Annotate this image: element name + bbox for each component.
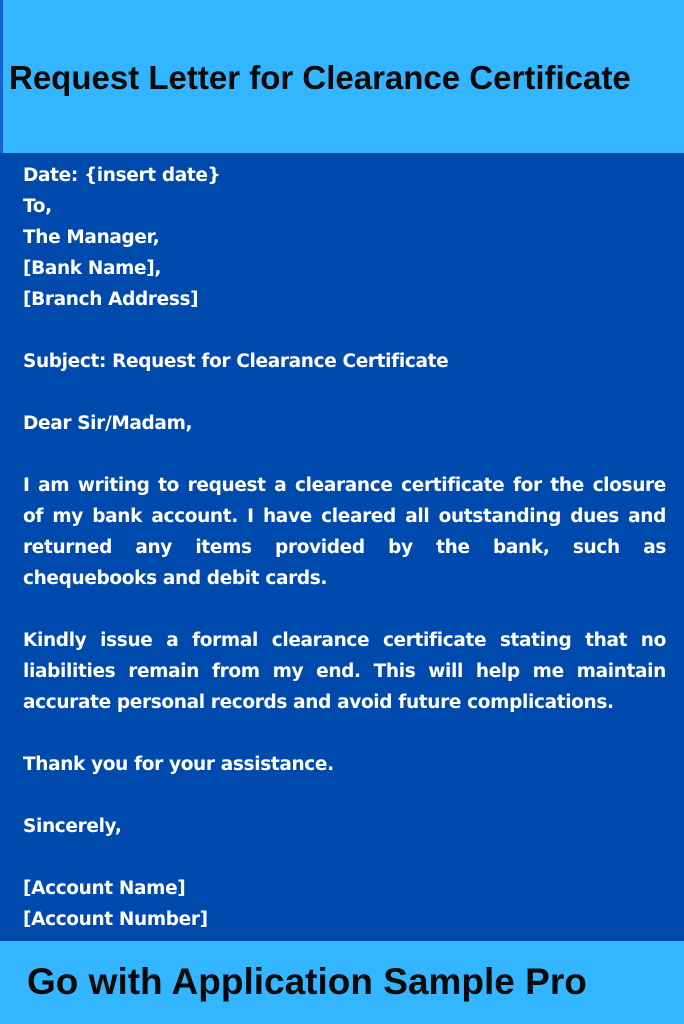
body-paragraph-2: Kindly issue a formal clearance certificate stating that no liabilities remain from my end. This will help me maintain accurate personal records and avoid future complications. bbox=[23, 630, 666, 713]
recipient-title: The Manager, bbox=[23, 227, 160, 248]
spacer bbox=[23, 780, 666, 811]
spacer bbox=[23, 377, 666, 408]
closing-line: Sincerely, bbox=[23, 816, 122, 837]
header-banner bbox=[0, 0, 684, 153]
footer-banner bbox=[0, 941, 684, 1024]
letter-body bbox=[23, 160, 666, 935]
bank-name: [Bank Name], bbox=[23, 258, 162, 279]
footer-brand-text: Go with Application Sample Pro bbox=[27, 961, 587, 1002]
spacer bbox=[23, 594, 666, 625]
page-title: Request Letter for Clearance Certificate bbox=[9, 59, 631, 96]
salutation: Dear Sir/Madam, bbox=[23, 413, 193, 434]
branch-address: [Branch Address] bbox=[23, 289, 199, 310]
spacer bbox=[23, 842, 666, 873]
thanks-line: Thank you for your assistance. bbox=[23, 754, 334, 775]
letter-panel bbox=[0, 153, 684, 941]
spacer bbox=[23, 315, 666, 346]
body-paragraph-1: I am writing to request a clearance certificate for the closure of my bank account. I have cleared all outstanding dues and returned any items provided by the bank, such as chequebooks and debit cards. bbox=[23, 475, 666, 589]
account-name: [Account Name] bbox=[23, 878, 186, 899]
spacer bbox=[23, 718, 666, 749]
spacer bbox=[23, 439, 666, 470]
to-line: To, bbox=[23, 196, 52, 217]
subject-line: Subject: Request for Clearance Certificate bbox=[23, 351, 449, 372]
account-number: [Account Number] bbox=[23, 909, 208, 930]
date-line: Date: {insert date} bbox=[23, 165, 221, 186]
